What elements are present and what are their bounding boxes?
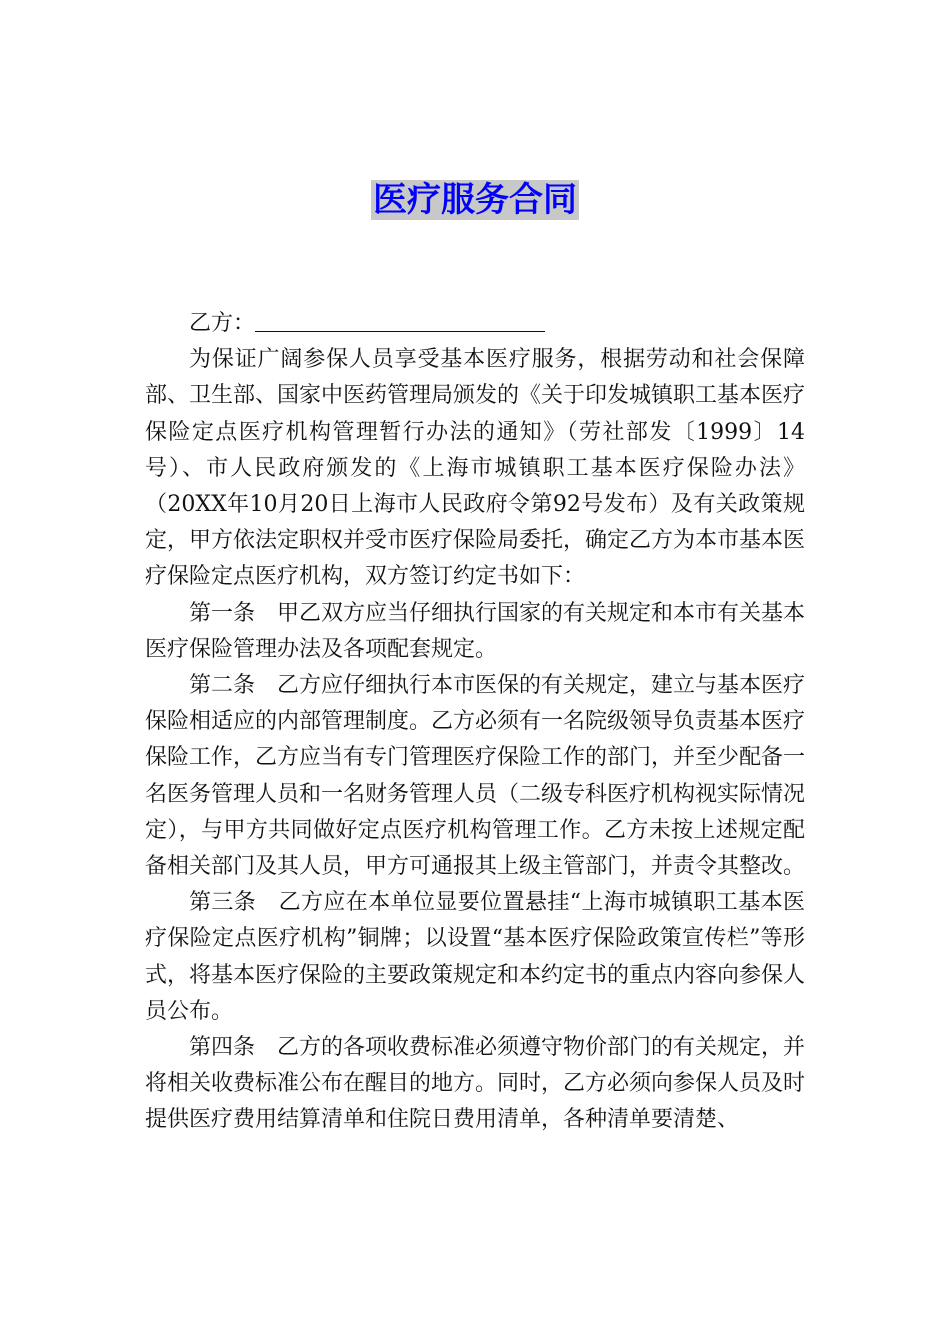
document-title: 医疗服务合同	[373, 180, 577, 220]
party-b-label: 乙方：	[189, 311, 256, 336]
paragraph-preamble: 为保证广阔参保人员享受基本医疗服务，根据劳动和社会保障部、卫生部、国家中医药管理局颁发的《关于印发城镇职工基本医疗保险定点医疗机构管理暂行办法的通知》（劳社部发〔1999〕14号）、市人民政府颁发的《上海市城镇职工基本医疗保险办法》（20XX年10月20日上海市人民政府令第92号发布）及有关政策规定，甲方依法定职权并受市医疗保险局委托，确定乙方为本市基本医疗保险定点医疗机构，双方签订约定书如下：	[145, 347, 806, 590]
document-body	[145, 306, 805, 1139]
party-b-blank-line	[255, 309, 545, 332]
document-title-block	[0, 176, 950, 224]
paragraph-article-2: 第二条 乙方应仔细执行本市医保的有关规定，建立与基本医疗保险相适应的内部管理制度。乙方必须有一名院级领导负责基本医疗保险工作，乙方应当有专门管理医疗保险工作的部门，并至少配备一名医务管理人员和一名财务管理人员（二级专科医疗机构视实际情况定），与甲方共同做好定点医疗机构管理工作。乙方未按上述规定配备相关部门及其人员，甲方可通报其上级主管部门，并责令其整改。	[145, 673, 806, 880]
party-b-line	[145, 306, 805, 342]
paragraph-article-1: 第一条 甲乙双方应当仔细执行国家的有关规定和本市有关基本医疗保险管理办法及各项配套规定。	[145, 600, 806, 662]
paragraph-article-3: 第三条 乙方应在本单位显要位置悬挂“上海市城镇职工基本医疗保险定点医疗机构”铜牌；以设置“基本医疗保险政策宣传栏”等形式，将基本医疗保险的主要政策规定和本约定书的重点内容向参保人员公布。	[145, 890, 806, 1024]
paragraph-article-4: 第四条 乙方的各项收费标准必须遵守物价部门的有关规定，并将相关收费标准公布在醒目的地方。同时，乙方必须向参保人员及时提供医疗费用结算清单和住院日费用清单，各种清单要清楚、	[145, 1035, 806, 1133]
